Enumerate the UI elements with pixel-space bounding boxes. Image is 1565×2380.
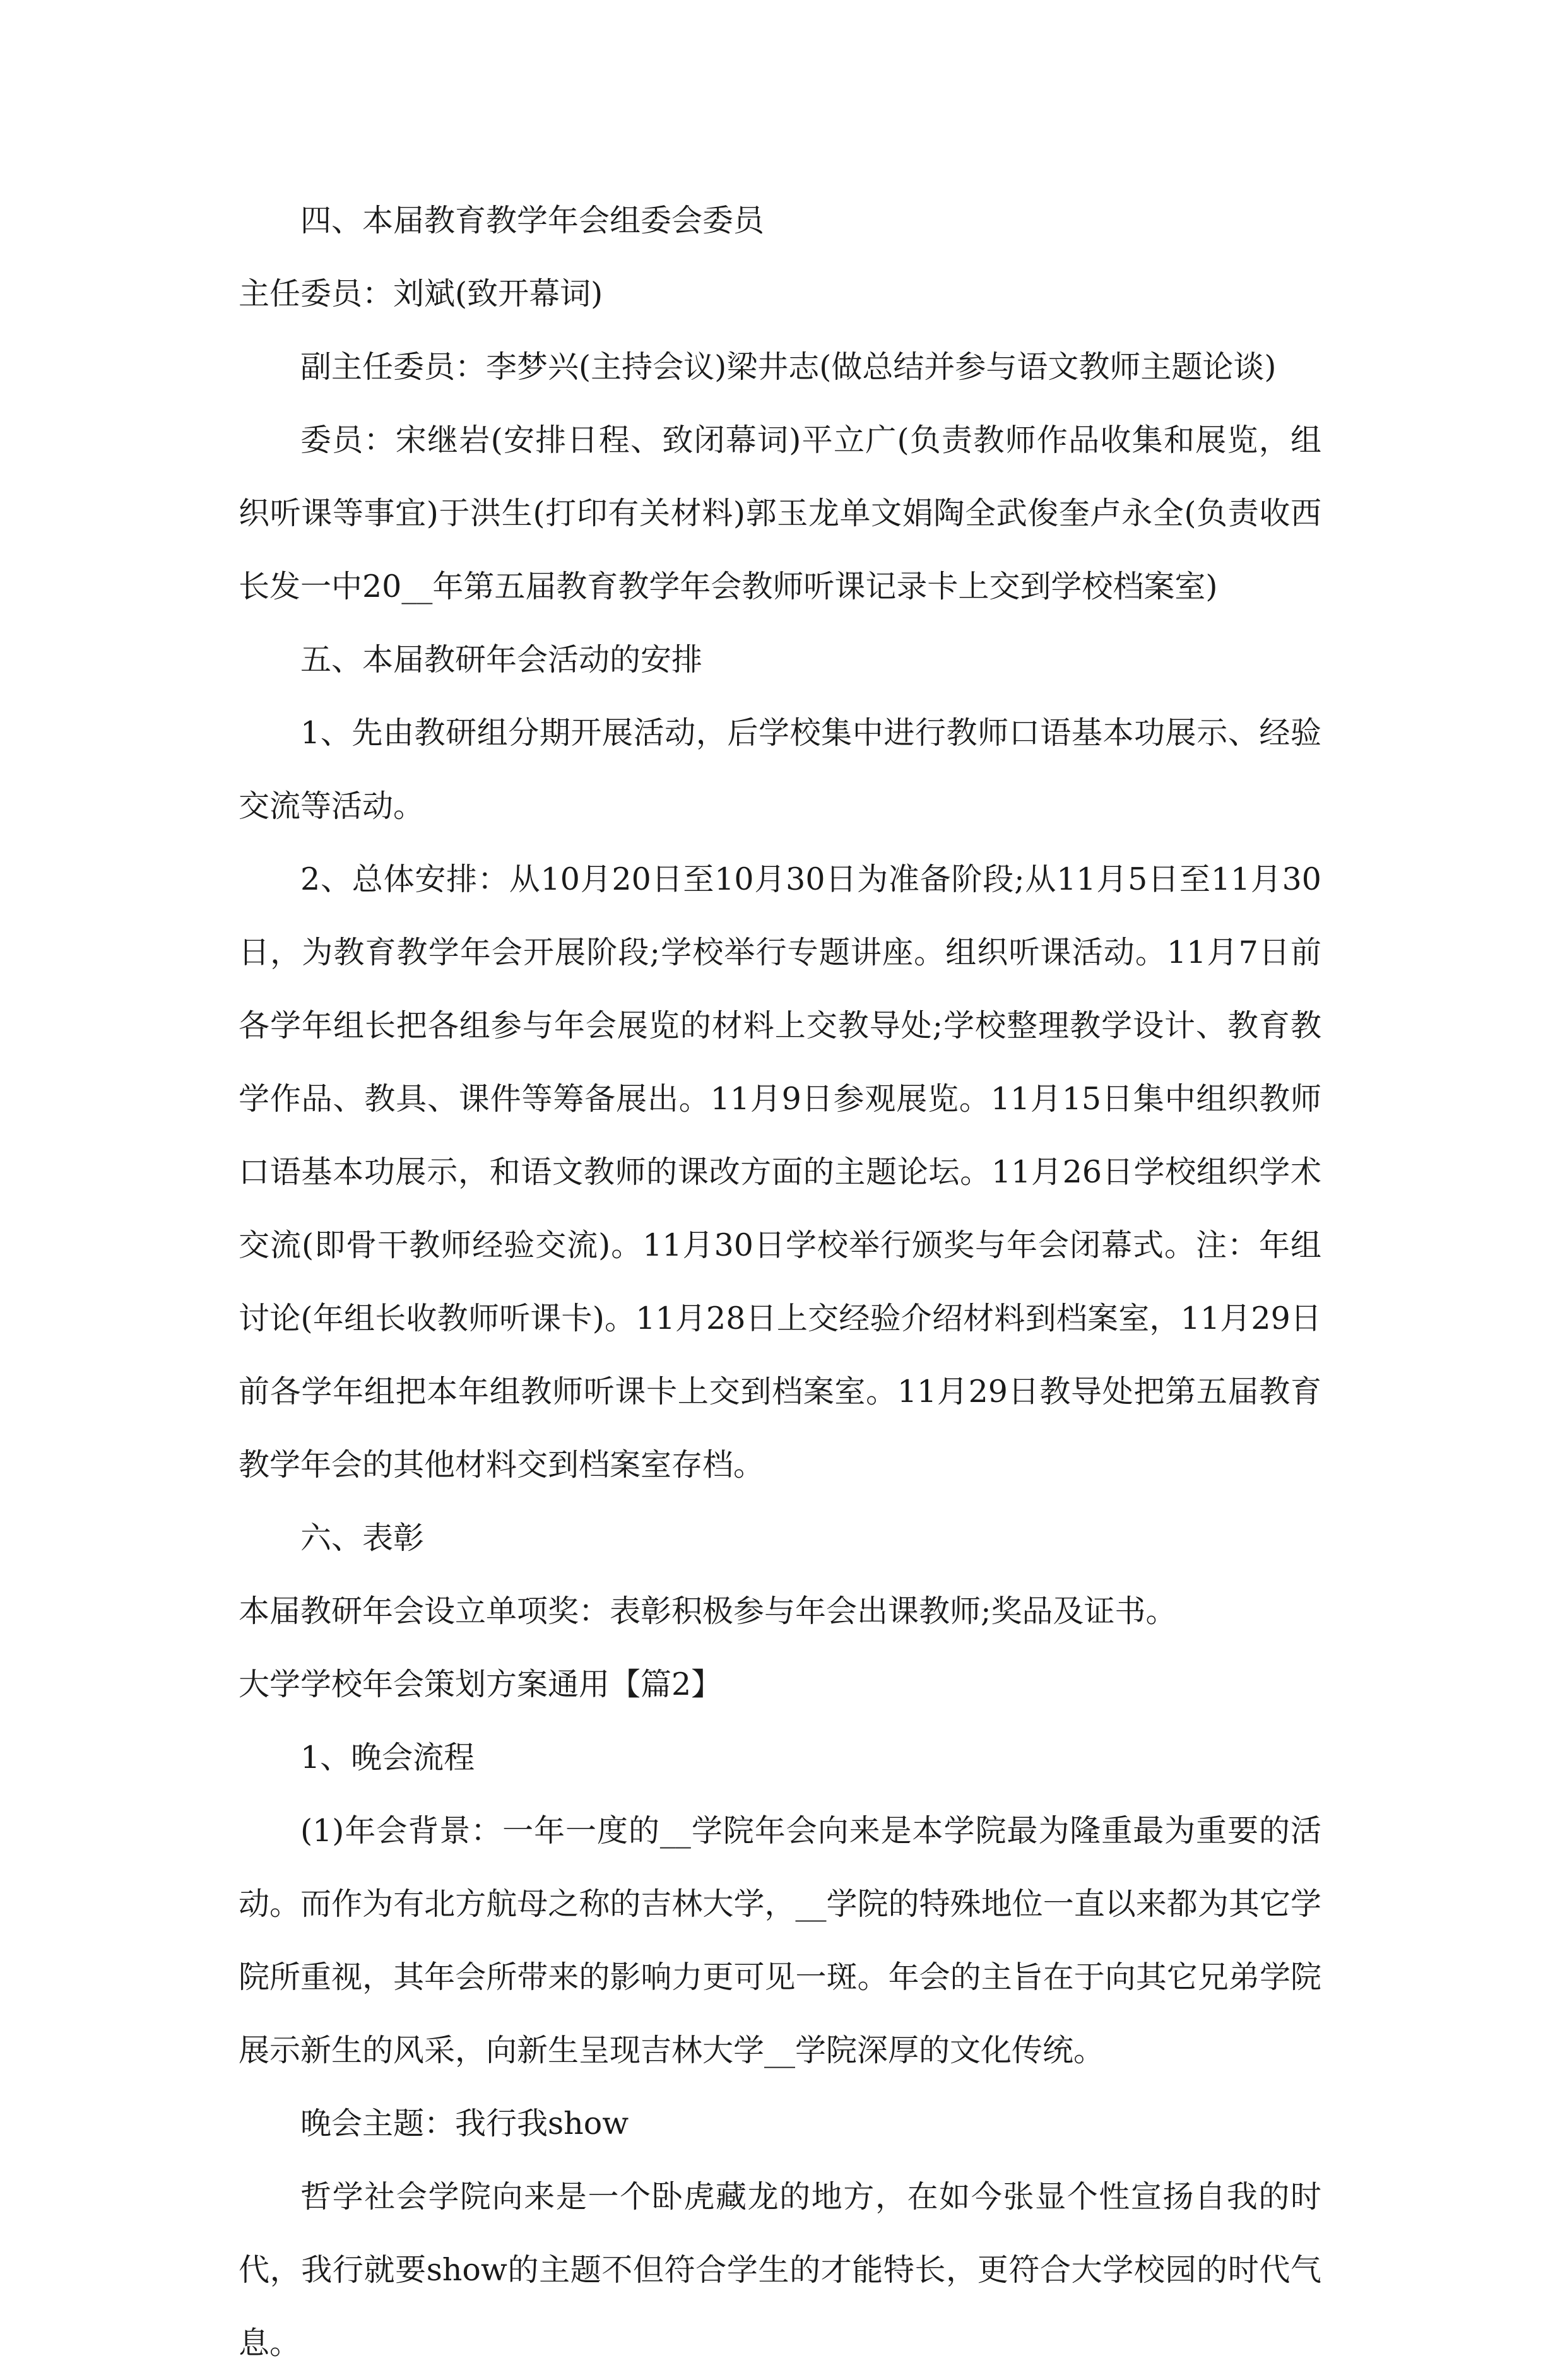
heading-awards: 六、表彰 bbox=[300, 1520, 425, 1556]
heading-evening-flow: 1、晚会流程 bbox=[300, 1740, 475, 1776]
paragraph-theme: 晚会主题：我行我show bbox=[300, 2106, 629, 2141]
paragraph-awards: 本届教研年会设立单项奖：表彰积极参与年会出课教师;奖品及证书。 bbox=[239, 1593, 1177, 1629]
document-body bbox=[239, 184, 1321, 2380]
heading-activities: 五、本届教研年会活动的安排 bbox=[300, 642, 703, 678]
paragraph-vice-chair: 副主任委员：李梦兴(主持会议)梁井志(做总结并参与语文教师主题论谈) bbox=[300, 349, 1277, 385]
paragraph-schedule: 2、总体安排：从10月20日至10月30日为准备阶段;从11月5日至11月30日，为教育教学年会开展阶段;学校举行专题讲座。组织听课活动。11月7日前各学年组长把各组参与年会展览的材料上交教导处;学校整理教学设计、教育教学作品、教具、课件等筹备展出。11月9日参观展览。11月15日集中组织教师口语基本功展示，和语文教师的课改方面的主题论坛。11月26日学校组织学术交流(即骨干教师经验交流)。11月30日学校举行颁奖与年会闭幕式。注：年组讨论(年组长收教师听课卡)。11月28日上交经验介绍材料到档案室，11月29日前各学年组把本年组教师听课卡上交到档案室。11月29日教导处把第五届教育教学年会的其他材料交到档案室存档。 bbox=[239, 861, 1321, 1483]
paragraph-members: 委员：宋继岩(安排日程、致闭幕词)平立广(负责教师作品收集和展览，组织听课等事宜)于洪生(打印有关材料)郭玉龙单文娟陶全武俊奎卢永全(负责收西长发一中20__年第五届教育教学年会教师听课记录卡上交到学校档案室) bbox=[239, 422, 1321, 604]
paragraph-theme-description: 哲学社会学院向来是一个卧虎藏龙的地方，在如今张显个性宣扬自我的时代，我行就要show的主题不但符合学生的才能特长，更符合大学校园的时代气息。 bbox=[239, 2179, 1321, 2361]
paragraph-activity-1: 1、先由教研组分期开展活动，后学校集中进行教师口语基本功展示、经验交流等活动。 bbox=[239, 715, 1321, 824]
paragraph-chair: 主任委员：刘斌(致开幕词) bbox=[239, 276, 603, 312]
section-title-part2: 大学学校年会策划方案通用【篇2】 bbox=[239, 1666, 723, 1702]
paragraph-background: (1)年会背景：一年一度的__学院年会向来是本学院最为隆重最为重要的活动。而作为有北方航母之称的吉林大学，__学院的特殊地位一直以来都为其它学院所重视，其年会所带来的影响力更可见一斑。年会的主旨在于向其它兄弟学院展示新生的风采，向新生呈现吉林大学__学院深厚的文化传统。 bbox=[239, 1813, 1321, 2068]
heading-committee: 四、本届教育教学年会组委会委员 bbox=[300, 203, 765, 239]
